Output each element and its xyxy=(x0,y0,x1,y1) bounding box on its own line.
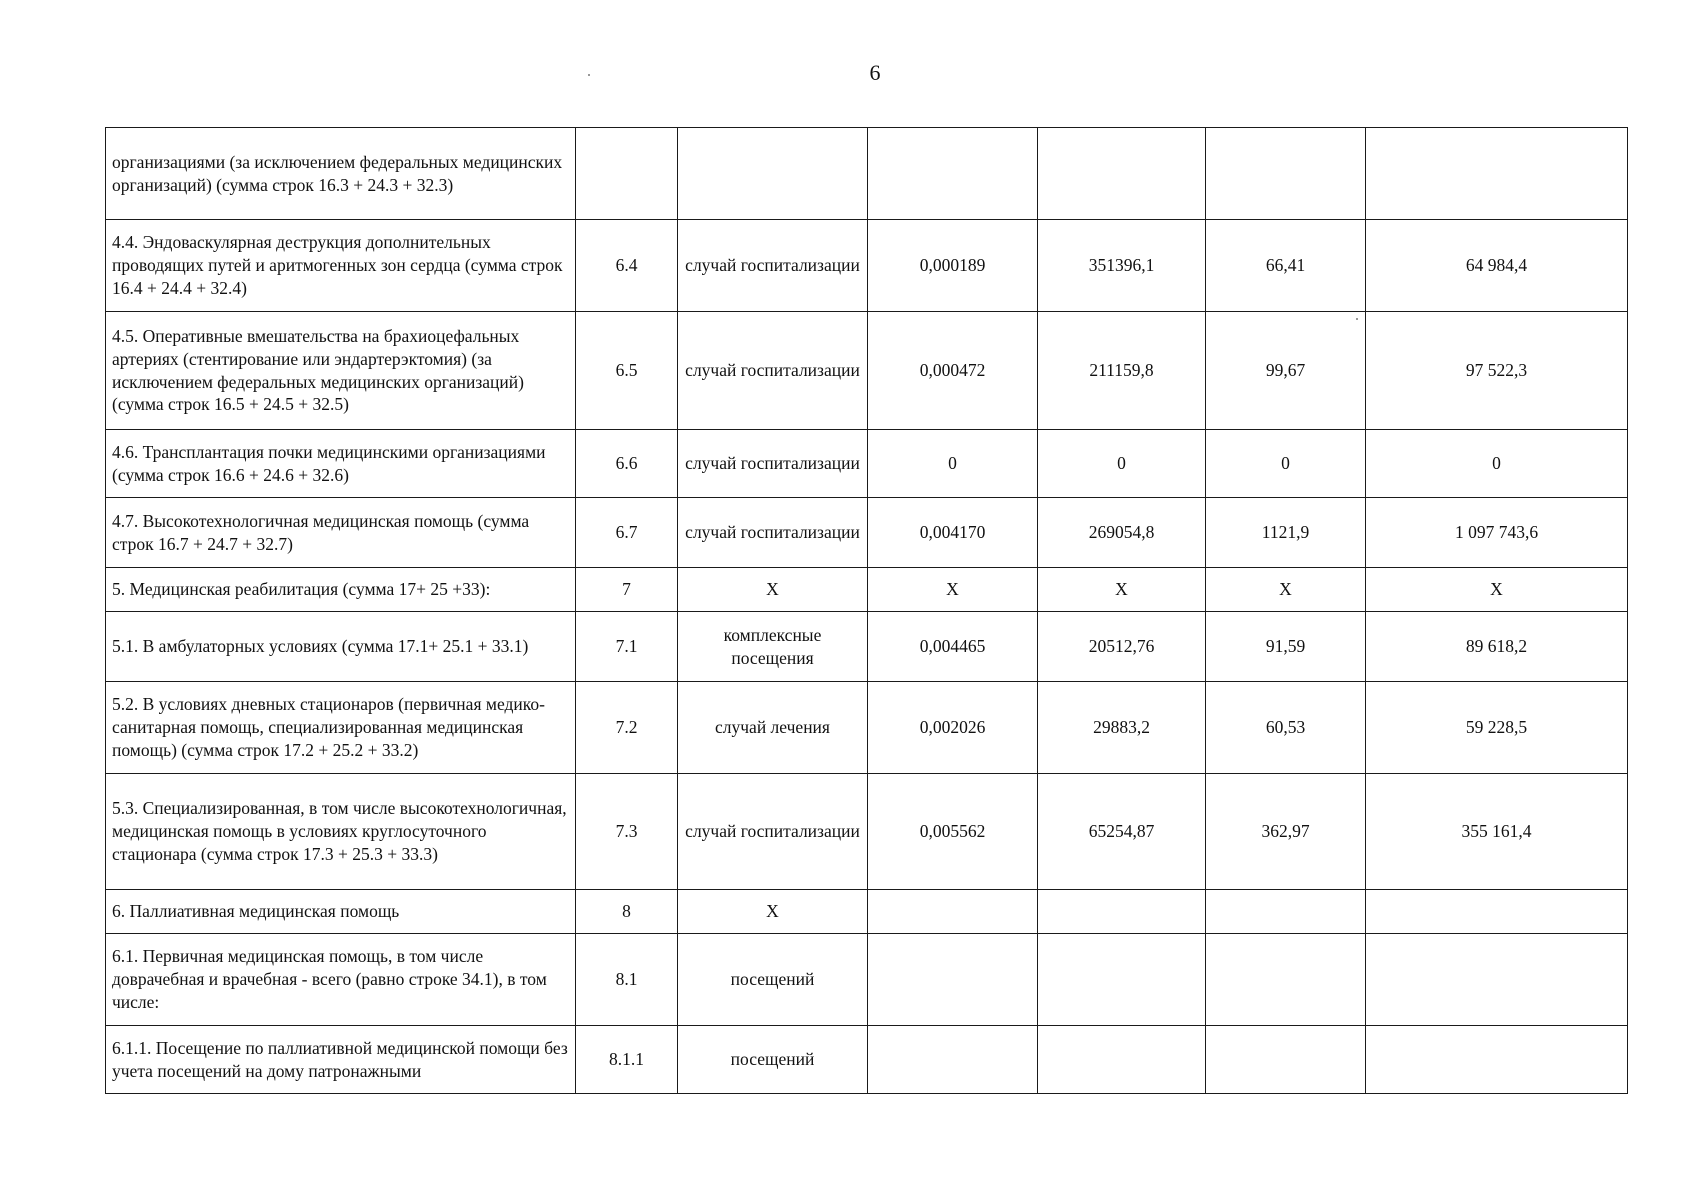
row-cost-cell: 211159,8 xyxy=(1038,312,1206,430)
table-row xyxy=(106,568,1628,612)
row-total-cell xyxy=(1366,128,1628,220)
table-row xyxy=(106,612,1628,682)
row-total-cell: 97 522,3 xyxy=(1366,312,1628,430)
row-per-capita-cell: 1121,9 xyxy=(1206,498,1366,568)
row-norm-cell: 0,004465 xyxy=(868,612,1038,682)
scan-speck xyxy=(588,74,590,76)
row-code-cell: 6.5 xyxy=(576,312,678,430)
table-row xyxy=(106,498,1628,568)
financing-table xyxy=(105,127,1628,1094)
row-total-cell: 355 161,4 xyxy=(1366,774,1628,890)
row-cost-cell xyxy=(1038,1026,1206,1094)
row-per-capita-cell xyxy=(1206,890,1366,934)
row-norm-cell: 0,000189 xyxy=(868,220,1038,312)
row-per-capita-cell xyxy=(1206,1026,1366,1094)
row-name-cell: организациями (за исключением федеральных медицинских организаций) (сумма строк 16.3 + 24.3 + 32.3) xyxy=(106,128,576,220)
table-row xyxy=(106,430,1628,498)
row-norm-cell: 0,004170 xyxy=(868,498,1038,568)
row-name-cell: 4.4. Эндоваскулярная деструкция дополнительных проводящих путей и аритмогенных зон сердца (сумма строк 16.4 + 24.4 + 32.4) xyxy=(106,220,576,312)
row-code-cell: 6.7 xyxy=(576,498,678,568)
row-code-cell: 6.4 xyxy=(576,220,678,312)
row-unit-cell xyxy=(678,128,868,220)
row-code-cell: 8.1.1 xyxy=(576,1026,678,1094)
row-unit-cell: Х xyxy=(678,890,868,934)
row-name-cell: 5.3. Специализированная, в том числе высокотехнологичная, медицинская помощь в условиях круглосуточного стационара (сумма строк 17.3 + 25.3 + 33.3) xyxy=(106,774,576,890)
row-name-cell: 4.6. Трансплантация почки медицинскими организациями (сумма строк 16.6 + 24.6 + 32.6) xyxy=(106,430,576,498)
row-unit-cell: случай госпитализации xyxy=(678,498,868,568)
row-cost-cell: 29883,2 xyxy=(1038,682,1206,774)
table-row xyxy=(106,312,1628,430)
row-cost-cell: 269054,8 xyxy=(1038,498,1206,568)
row-code-cell xyxy=(576,128,678,220)
row-total-cell: 0 xyxy=(1366,430,1628,498)
row-code-cell: 6.6 xyxy=(576,430,678,498)
row-per-capita-cell: 362,97 xyxy=(1206,774,1366,890)
row-norm-cell xyxy=(868,128,1038,220)
row-norm-cell: Х xyxy=(868,568,1038,612)
row-per-capita-cell xyxy=(1206,934,1366,1026)
row-unit-cell: случай госпитализации xyxy=(678,774,868,890)
row-norm-cell xyxy=(868,890,1038,934)
row-unit-cell: посещений xyxy=(678,1026,868,1094)
row-cost-cell xyxy=(1038,890,1206,934)
row-total-cell xyxy=(1366,934,1628,1026)
row-unit-cell: посещений xyxy=(678,934,868,1026)
row-unit-cell: Х xyxy=(678,568,868,612)
row-per-capita-cell xyxy=(1206,128,1366,220)
row-name-cell: 4.5. Оперативные вмешательства на брахиоцефальных артериях (стентирование или эндартерэктомия) (за исключением федеральных медицинских организаций) (сумма строк 16.5 + 24.5 + 32.5) xyxy=(106,312,576,430)
row-name-cell: 5. Медицинская реабилитация (сумма 17+ 25 +33): xyxy=(106,568,576,612)
row-unit-cell: комплексные посещения xyxy=(678,612,868,682)
row-total-cell: Х xyxy=(1366,568,1628,612)
row-code-cell: 7.2 xyxy=(576,682,678,774)
table-row xyxy=(106,682,1628,774)
row-cost-cell: 0 xyxy=(1038,430,1206,498)
row-code-cell: 7.3 xyxy=(576,774,678,890)
row-total-cell xyxy=(1366,890,1628,934)
row-norm-cell xyxy=(868,934,1038,1026)
row-per-capita-cell: 91,59 xyxy=(1206,612,1366,682)
row-code-cell: 7.1 xyxy=(576,612,678,682)
row-per-capita-cell: Х xyxy=(1206,568,1366,612)
row-unit-cell: случай госпитализации xyxy=(678,430,868,498)
row-cost-cell: Х xyxy=(1038,568,1206,612)
row-name-cell: 5.1. В амбулаторных условиях (сумма 17.1+ 25.1 + 33.1) xyxy=(106,612,576,682)
row-unit-cell: случай госпитализации xyxy=(678,312,868,430)
row-per-capita-cell: 66,41 xyxy=(1206,220,1366,312)
row-name-cell: 6.1.1. Посещение по паллиативной медицинской помощи без учета посещений на дому патронажными xyxy=(106,1026,576,1094)
row-name-cell: 5.2. В условиях дневных стационаров (первичная медико-санитарная помощь, специализированная медицинская помощь) (сумма строк 17.2 + 25.2 + 33.2) xyxy=(106,682,576,774)
row-per-capita-cell: 99,67 xyxy=(1206,312,1366,430)
table-row xyxy=(106,220,1628,312)
row-total-cell: 64 984,4 xyxy=(1366,220,1628,312)
row-cost-cell: 351396,1 xyxy=(1038,220,1206,312)
table-row xyxy=(106,934,1628,1026)
row-unit-cell: случай госпитализации xyxy=(678,220,868,312)
row-cost-cell: 65254,87 xyxy=(1038,774,1206,890)
row-name-cell: 6. Паллиативная медицинская помощь xyxy=(106,890,576,934)
row-code-cell: 8 xyxy=(576,890,678,934)
row-unit-cell: случай лечения xyxy=(678,682,868,774)
table-row xyxy=(106,890,1628,934)
row-cost-cell: 20512,76 xyxy=(1038,612,1206,682)
row-cost-cell xyxy=(1038,934,1206,1026)
row-name-cell: 4.7. Высокотехнологичная медицинская помощь (сумма строк 16.7 + 24.7 + 32.7) xyxy=(106,498,576,568)
table-row xyxy=(106,128,1628,220)
row-per-capita-cell: 0 xyxy=(1206,430,1366,498)
row-name-cell: 6.1. Первичная медицинская помощь, в том числе доврачебная и врачебная - всего (равно строке 34.1), в том числе: xyxy=(106,934,576,1026)
row-cost-cell xyxy=(1038,128,1206,220)
row-norm-cell: 0,005562 xyxy=(868,774,1038,890)
row-code-cell: 8.1 xyxy=(576,934,678,1026)
row-norm-cell xyxy=(868,1026,1038,1094)
row-norm-cell: 0,002026 xyxy=(868,682,1038,774)
row-norm-cell: 0 xyxy=(868,430,1038,498)
row-total-cell: 59 228,5 xyxy=(1366,682,1628,774)
page-number: 6 xyxy=(869,60,881,85)
row-total-cell: 1 097 743,6 xyxy=(1366,498,1628,568)
row-code-cell: 7 xyxy=(576,568,678,612)
row-per-capita-cell: 60,53 xyxy=(1206,682,1366,774)
table-row xyxy=(106,774,1628,890)
row-total-cell: 89 618,2 xyxy=(1366,612,1628,682)
table-row xyxy=(106,1026,1628,1094)
row-norm-cell: 0,000472 xyxy=(868,312,1038,430)
row-total-cell xyxy=(1366,1026,1628,1094)
